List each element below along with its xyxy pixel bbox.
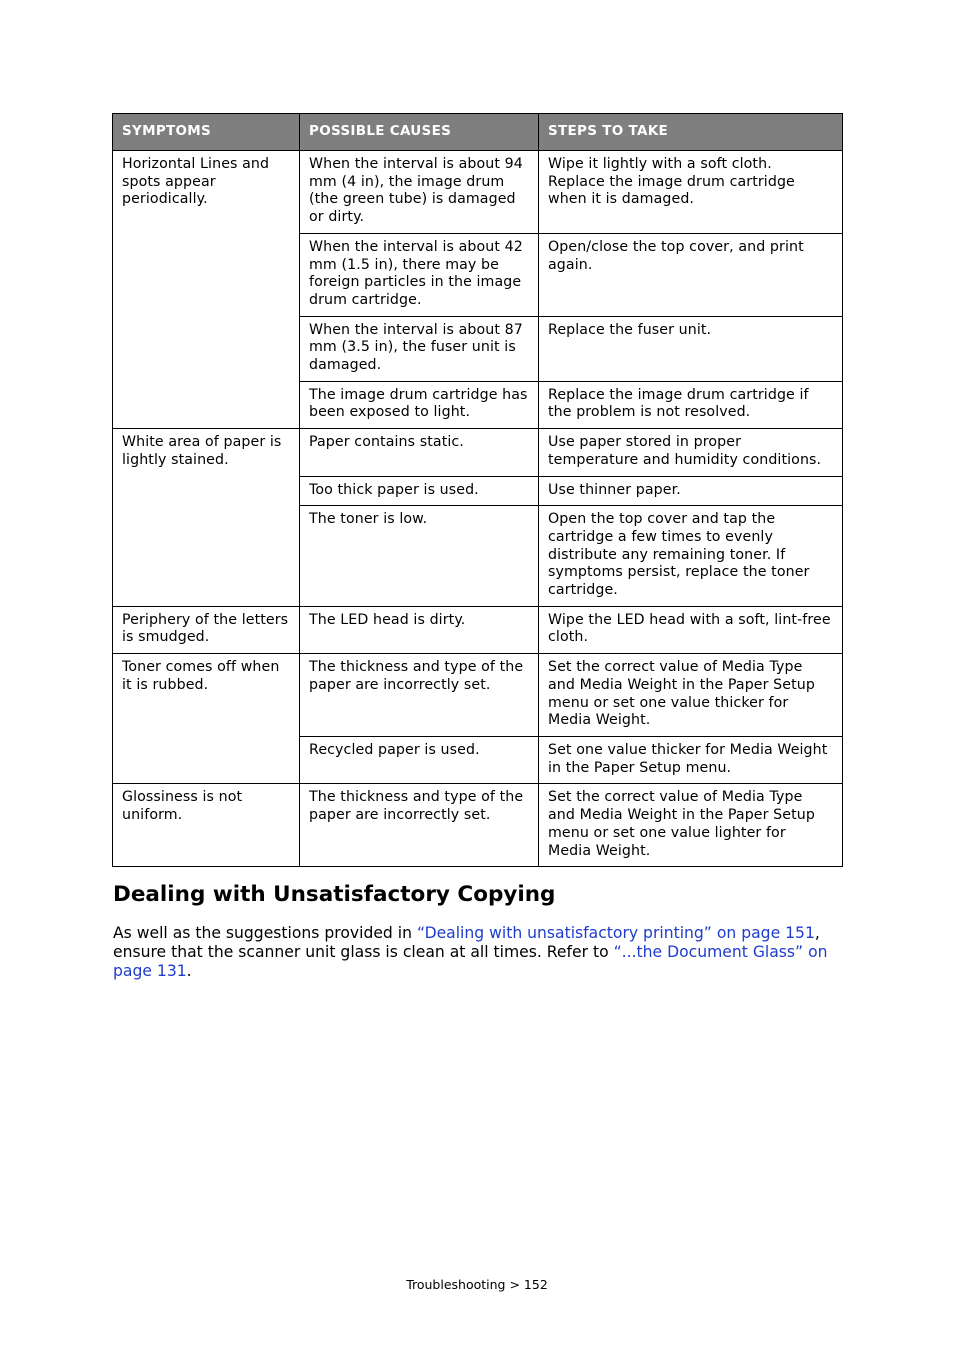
step-cell: Open/close the top cover, and print again. [539,233,843,316]
troubleshooting-table [112,113,843,867]
step-cell: Set the correct value of Media Type and Media Weight in the Paper Setup menu or set one value lighter for Media Weight. [539,784,843,867]
step-cell: Open the top cover and tap the cartridge a few times to evenly distribute any remaining toner. If symptoms persist, replace the toner cartridge. [539,506,843,607]
table-header-row [113,114,843,151]
symptom-cell: Glossiness is not uniform. [113,784,300,867]
cause-cell: Paper contains static. [300,429,539,476]
cause-cell: Too thick paper is used. [300,476,539,506]
header-possible-causes: POSSIBLE CAUSES [300,114,539,151]
step-cell: Replace the image drum cartridge if the problem is not resolved. [539,381,843,428]
step-cell: Replace the fuser unit. [539,316,843,381]
cause-cell: When the interval is about 87 mm (3.5 in), the fuser unit is damaged. [300,316,539,381]
table-row [113,429,843,476]
step-cell: Use thinner paper. [539,476,843,506]
table-row [113,784,843,867]
table-row [113,654,843,737]
header-symptoms: SYMPTOMS [113,114,300,151]
table-row [113,606,843,653]
paragraph-text: , ensure that the scanner unit glass is clean at all times. Refer to [113,924,820,961]
paragraph-text: As well as the suggestions provided in [113,924,417,942]
header-steps-to-take: STEPS TO TAKE [539,114,843,151]
cause-cell: When the interval is about 42 mm (1.5 in), there may be foreign particles in the image drum cartridge. [300,233,539,316]
link-document-glass[interactable]: “...the Document Glass” on page 131 [113,943,828,980]
symptom-cell: Periphery of the letters is smudged. [113,606,300,653]
step-cell: Set one value thicker for Media Weight in the Paper Setup menu. [539,736,843,783]
cause-cell: The thickness and type of the paper are incorrectly set. [300,654,539,737]
symptom-cell: Horizontal Lines and spots appear periodically. [113,151,300,429]
link-unsatisfactory-printing[interactable]: “Dealing with unsatisfactory printing” on page 151 [416,924,815,942]
symptom-cell: White area of paper is lightly stained. [113,429,300,607]
step-cell: Use paper stored in proper temperature and humidity conditions. [539,429,843,476]
cause-cell: The LED head is dirty. [300,606,539,653]
paragraph-text: . [186,962,192,980]
step-cell: Wipe the LED head with a soft, lint-free cloth. [539,606,843,653]
section-heading: Dealing with Unsatisfactory Copying [113,882,556,907]
cause-cell: When the interval is about 94 mm (4 in), the image drum (the green tube) is damaged or dirty. [300,151,539,234]
cause-cell: The thickness and type of the paper are incorrectly set. [300,784,539,867]
symptom-cell: Toner comes off when it is rubbed. [113,654,300,784]
step-cell: Set the correct value of Media Type and Media Weight in the Paper Setup menu or set one value thicker for Media Weight. [539,654,843,737]
table-row [113,151,843,234]
section-paragraph [113,924,848,981]
step-cell: Wipe it lightly with a soft cloth. Replace the image drum cartridge when it is damaged. [539,151,843,234]
page-footer: Troubleshooting > 152 [406,1277,548,1292]
cause-cell: The toner is low. [300,506,539,607]
cause-cell: Recycled paper is used. [300,736,539,783]
cause-cell: The image drum cartridge has been exposed to light. [300,381,539,428]
